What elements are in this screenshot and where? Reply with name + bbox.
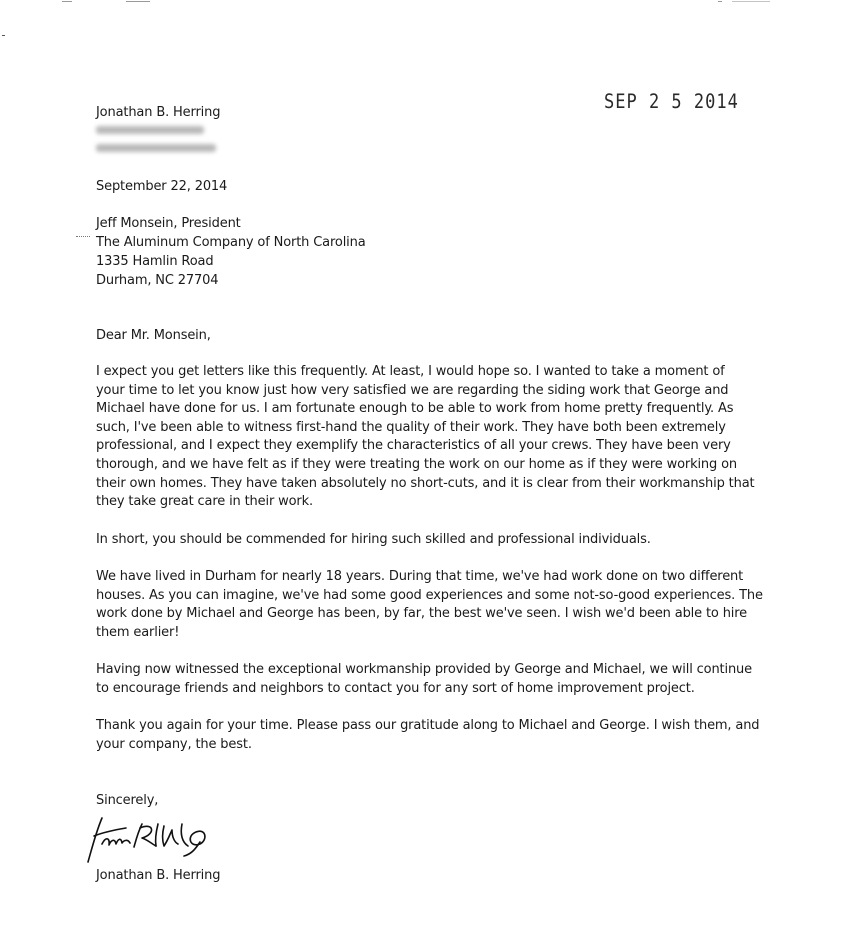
paragraph-line: work done by Michael and George has been, by far, the best we've seen. I wish we'd been able to hire — [96, 606, 748, 622]
closing: Sincerely, — [96, 793, 159, 808]
letter-date: September 22, 2014 — [96, 179, 228, 194]
sender-name: Jonathan B. Herring — [96, 105, 221, 120]
scan-artifact — [718, 1, 722, 2]
scan-artifact — [126, 1, 150, 2]
paragraph-line: In short, you should be commended for hiring such skilled and professional individuals. — [96, 532, 651, 547]
paragraph-line: thorough, and we have felt as if they were treating the work on our home as if they were working on — [96, 456, 737, 472]
paragraph-line: Having now witnessed the exceptional workmanship provided by George and Michael, we will continue — [96, 662, 752, 677]
salutation: Dear Mr. Monsein, — [96, 328, 211, 343]
paragraph-line: I expect you get letters like this frequently. At least, I would hope so. I wanted to take a moment of — [96, 364, 725, 379]
paragraph-line: We have lived in Durham for nearly 18 years. During that time, we've had work done on two different — [96, 569, 744, 584]
paragraph-line: Thank you again for your time. Please pass our gratitude along to Michael and George. I wish them, and — [96, 718, 760, 733]
scan-artifact — [2, 35, 5, 36]
scan-speck — [76, 236, 90, 239]
body-paragraph-5 — [96, 717, 760, 754]
paragraph-line: professional, and I expect they exemplify the characteristics of all your crews. They have been very — [96, 438, 731, 454]
handwritten-signature — [84, 812, 234, 864]
paragraph-line: them earlier! — [96, 624, 180, 640]
body-paragraph-4 — [96, 661, 756, 698]
paragraph-line: such, I've been able to witness first-hand the quality of their work. They have both been extremely — [96, 419, 726, 435]
paragraph-line: to encourage friends and neighbors to contact you for any sort of home improvement project. — [96, 680, 695, 696]
recipient-city-state-zip: Durham, NC 27704 — [96, 273, 219, 288]
paragraph-line: they take great care in their work. — [96, 494, 313, 510]
scan-artifact — [732, 1, 770, 2]
recipient-name-title: Jeff Monsein, President — [96, 216, 241, 231]
redacted-address-line — [96, 144, 216, 152]
signature-name: Jonathan B. Herring — [96, 868, 221, 883]
body-paragraph-1 — [96, 363, 756, 512]
body-paragraph-3 — [96, 568, 763, 642]
redacted-address-line — [96, 126, 204, 134]
recipient-company: The Aluminum Company of North Carolina — [96, 235, 366, 250]
received-date-stamp: SEP 2 5 2014 — [604, 90, 739, 114]
scan-artifact — [62, 1, 72, 2]
paragraph-line: houses. As you can imagine, we've had some good experiences and some not-so-good experiences. The — [96, 587, 763, 603]
paragraph-line: your company, the best. — [96, 736, 252, 752]
body-paragraph-2 — [96, 531, 756, 550]
paragraph-line: your time to let you know just how very satisfied we are regarding the siding work that George and — [96, 382, 729, 398]
recipient-street: 1335 Hamlin Road — [96, 254, 214, 269]
paragraph-line: their own homes. They have taken absolutely no short-cuts, and it is clear from their workmanship that — [96, 475, 755, 491]
paragraph-line: Michael have done for us. I am fortunate enough to be able to work from home pretty frequently. As — [96, 401, 734, 417]
